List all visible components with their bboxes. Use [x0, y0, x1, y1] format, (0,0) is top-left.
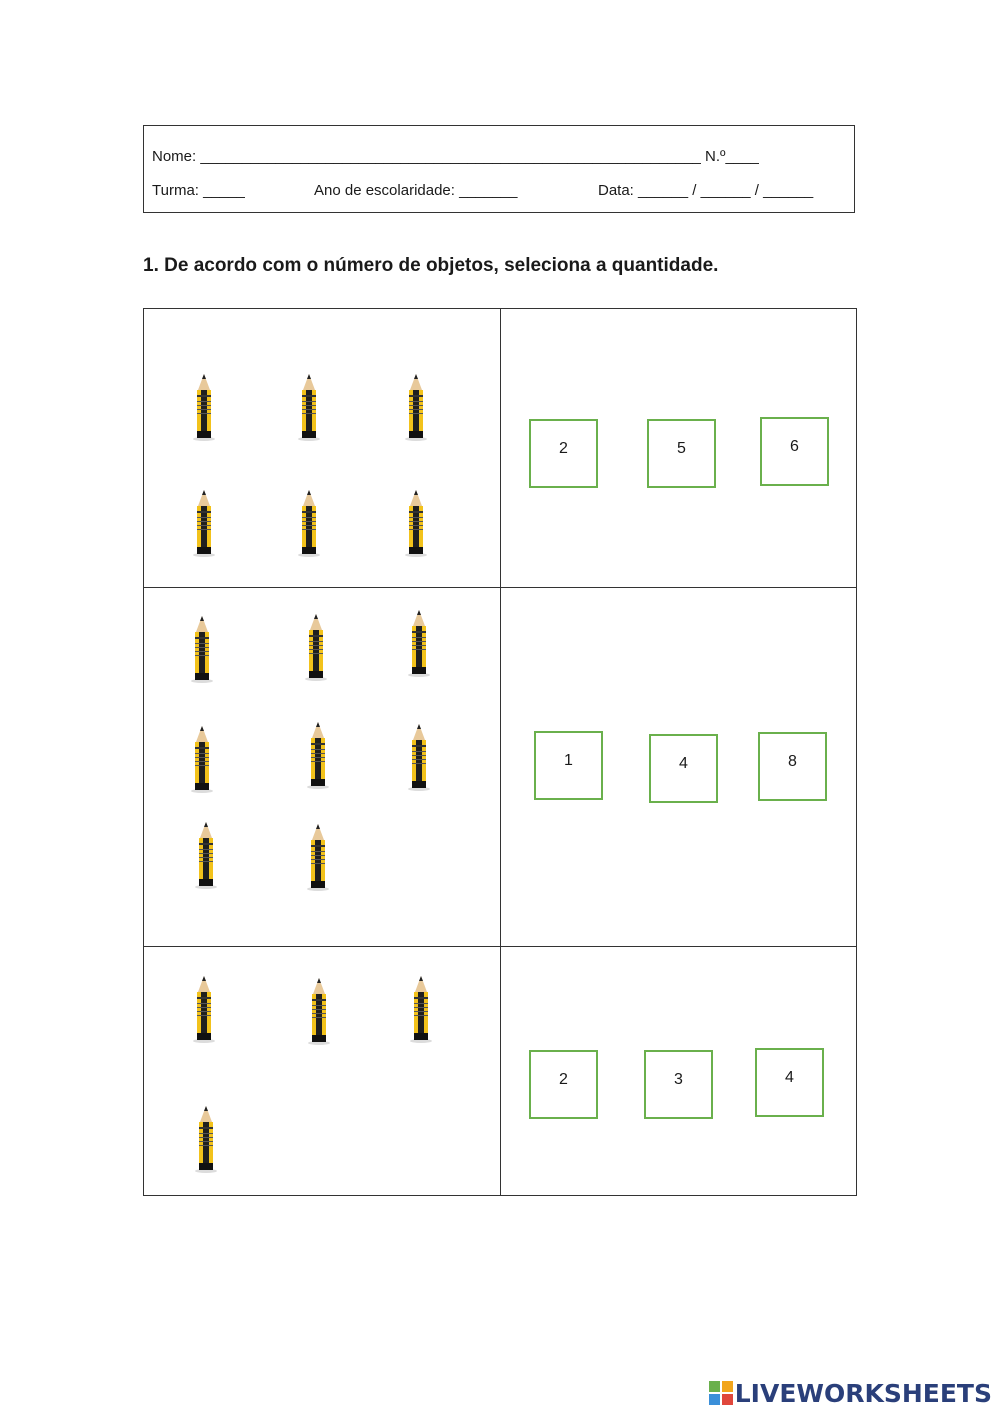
pencil-icon — [193, 1105, 219, 1173]
pencil-icon — [189, 725, 215, 793]
pencil-icon — [191, 975, 217, 1043]
pencil-icon — [406, 609, 432, 677]
answer-option[interactable]: 8 — [758, 732, 827, 801]
pencil-icon — [403, 373, 429, 441]
school-year-field[interactable]: Ano de escolaridade: _______ — [314, 182, 518, 199]
date-field[interactable]: Data: ______ / ______ / ______ — [598, 182, 814, 199]
pencil-icon — [189, 615, 215, 683]
liveworksheets-logo-icon — [709, 1381, 733, 1405]
pencil-icon — [303, 613, 329, 681]
liveworksheets-logo — [709, 1377, 992, 1409]
pencil-icon — [296, 489, 322, 557]
pencil-icon — [191, 489, 217, 557]
row-divider — [144, 587, 856, 588]
pencil-icon — [191, 373, 217, 441]
name-field[interactable]: Nome: ____________________________________________________________ N.º____ — [152, 148, 759, 165]
student-info-box — [143, 125, 855, 213]
column-divider — [500, 309, 501, 1195]
pencil-icon — [193, 821, 219, 889]
answer-option[interactable]: 1 — [534, 731, 603, 800]
answer-option[interactable]: 4 — [755, 1048, 824, 1117]
pencil-icon — [408, 975, 434, 1043]
class-field[interactable]: Turma: _____ — [152, 182, 245, 199]
pencil-icon — [305, 823, 331, 891]
answer-option[interactable]: 3 — [644, 1050, 713, 1119]
answer-option[interactable]: 2 — [529, 1050, 598, 1119]
pencil-icon — [406, 723, 432, 791]
pencil-icon — [296, 373, 322, 441]
answer-option[interactable]: 4 — [649, 734, 718, 803]
answer-option[interactable]: 2 — [529, 419, 598, 488]
answer-option[interactable]: 5 — [647, 419, 716, 488]
row-divider — [144, 946, 856, 947]
exercise-table — [143, 308, 857, 1196]
answer-option[interactable]: 6 — [760, 417, 829, 486]
question-title: 1. De acordo com o número de objetos, seleciona a quantidade. — [143, 255, 719, 276]
liveworksheets-wordmark: LIVEWORKSHEETS — [734, 1378, 992, 1408]
pencil-icon — [306, 977, 332, 1045]
pencil-icon — [403, 489, 429, 557]
pencil-icon — [305, 721, 331, 789]
